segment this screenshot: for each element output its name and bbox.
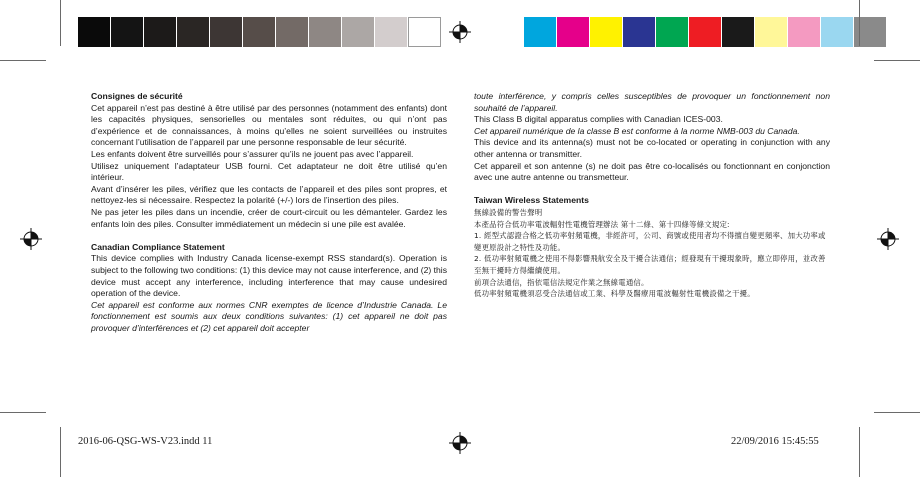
taiwan-line: 2. 低功率射頻電機之使用不得影響飛航安全及干擾合法通信；經發現有干擾現象時，應立即停用，並改善至無干擾時方得繼續使用。 (474, 254, 826, 275)
antenna-paragraph-french: Cet appareil et son antenne (s) ne doit pas être co-localisés ou fonctionnant en conjonction avec une autre antenne ou transmetteur. (474, 160, 830, 183)
canada-heading: Canadian Compliance Statement (91, 241, 225, 252)
crop-mark (874, 60, 920, 61)
safety-paragraph: Ne pas jeter les piles dans un incendie, créer de court-circuit ou les démanteler. Gardez les enfants loin des piles. Consulter immédiatement un médecin si une pile est avalée. (91, 206, 447, 229)
canada-paragraph-french: Cet appareil est conforme aux normes CNR exemptes de licence d’Industrie Canada. Le fonctionnement est soumis aux deux conditions suivantes: (1) cet appareil ne doit pas provoquer d’interférences et (2) cet appareil doit accepter (91, 299, 447, 333)
color-swatch (342, 17, 375, 47)
color-swatch (210, 17, 243, 47)
canada-continued-paragraph: toute interférence, y compris celles susceptibles de provoquer un fonctionnement non souhaité de l’appareil. (474, 91, 830, 113)
color-swatch (78, 17, 111, 47)
nmb-paragraph: Cet appareil numérique de la classe B est conforme à la norme NMB-003 du Canada. (474, 125, 800, 136)
color-swatch (111, 17, 144, 47)
color-swatch (276, 17, 309, 47)
color-swatch (524, 17, 557, 47)
slug-filename: 2016-06-QSG-WS-V23.indd 11 (78, 436, 213, 447)
crop-mark (874, 412, 920, 413)
color-swatch (243, 17, 276, 47)
taiwan-heading: Taiwan Wireless Statements (474, 195, 589, 206)
color-swatch (623, 17, 656, 47)
registration-mark-icon (877, 228, 899, 250)
taiwan-line: 本產品符合低功率電波輻射性電機管理辦法 第十二條、第十四條等條文規定: (474, 219, 730, 229)
registration-mark-icon (20, 228, 42, 250)
registration-mark-icon (449, 432, 471, 454)
color-swatch (177, 17, 210, 47)
process-color-bar (524, 17, 887, 47)
taiwan-line: 無線設備的警告聲明 (474, 207, 543, 217)
taiwan-line: 前項合法通信，指依電信法規定作業之無線電通信。 (474, 277, 649, 287)
right-column (474, 91, 830, 300)
registration-mark-icon (449, 21, 471, 43)
grayscale-color-bar (78, 17, 441, 47)
color-swatch (375, 17, 408, 47)
color-swatch (821, 17, 854, 47)
safety-paragraph: Utilisez uniquement l’adaptateur USB fourni. Cet adaptateur ne doit être utilisé qu’en intérieur. (91, 160, 447, 183)
crop-mark (859, 0, 860, 46)
safety-paragraph: Cet appareil n’est pas destiné à être utilisé par des personnes (notamment des enfants) dont les capacités physiques, sensorielles ou mentales sont réduites, ou qui n’ont pas d’expérience et de connaissances, à moins qu’elles ne soient surveillées ou instruites concernant l’utilisation de l’appareil par une personne responsable de leur sécurité. (91, 102, 447, 148)
crop-mark (859, 427, 860, 477)
canada-paragraph: This device complies with Industry Canada license-exempt RSS standard(s). Operation is subject to the following two conditions: (1) this device may not cause interference, and (2) this device must accept any interference, including interference that may cause undesired operation of the device. (91, 253, 447, 299)
crop-mark (0, 60, 46, 61)
taiwan-line: 低功率射頻電機須忍受合法通信或工業、科學及醫療用電波輻射性電機設備之干擾。 (474, 289, 755, 299)
safety-paragraph: Avant d’insérer les piles, vérifiez que les contacts de l’appareil et des piles sont propres, et nettoyez-les si nécessaire. Respectez la polarité (+/-) lors de l’insertion des piles. (91, 183, 447, 206)
color-swatch (722, 17, 755, 47)
color-swatch (755, 17, 788, 47)
safety-heading: Consignes de sécurité (91, 91, 183, 101)
ices-paragraph: This Class B digital apparatus complies with Canadian ICES-003. (474, 114, 723, 125)
color-swatch (408, 17, 441, 47)
crop-mark (60, 427, 61, 477)
color-swatch (788, 17, 821, 47)
left-column (91, 91, 447, 334)
color-swatch (689, 17, 722, 47)
antenna-paragraph: This device and its antenna(s) must not be co-located or operating in conjunction with any other antenna or transmitter. (474, 137, 830, 159)
color-swatch (309, 17, 342, 47)
safety-paragraph: Les enfants doivent être surveillés pour s’assurer qu’ils ne jouent pas avec l’appareil. (91, 148, 414, 159)
color-swatch (557, 17, 590, 47)
crop-mark (0, 412, 46, 413)
color-swatch (656, 17, 689, 47)
slug-datetime: 22/09/2016 15:45:55 (731, 436, 819, 447)
color-swatch (144, 17, 177, 47)
taiwan-line: 1. 經型式認證合格之低功率射頻電機，非經許可，公司、商號或使用者均不得擅自變更頻率、加大功率或變更原設計之特性及功能。 (474, 231, 826, 252)
crop-mark (60, 0, 61, 46)
color-swatch (590, 17, 623, 47)
